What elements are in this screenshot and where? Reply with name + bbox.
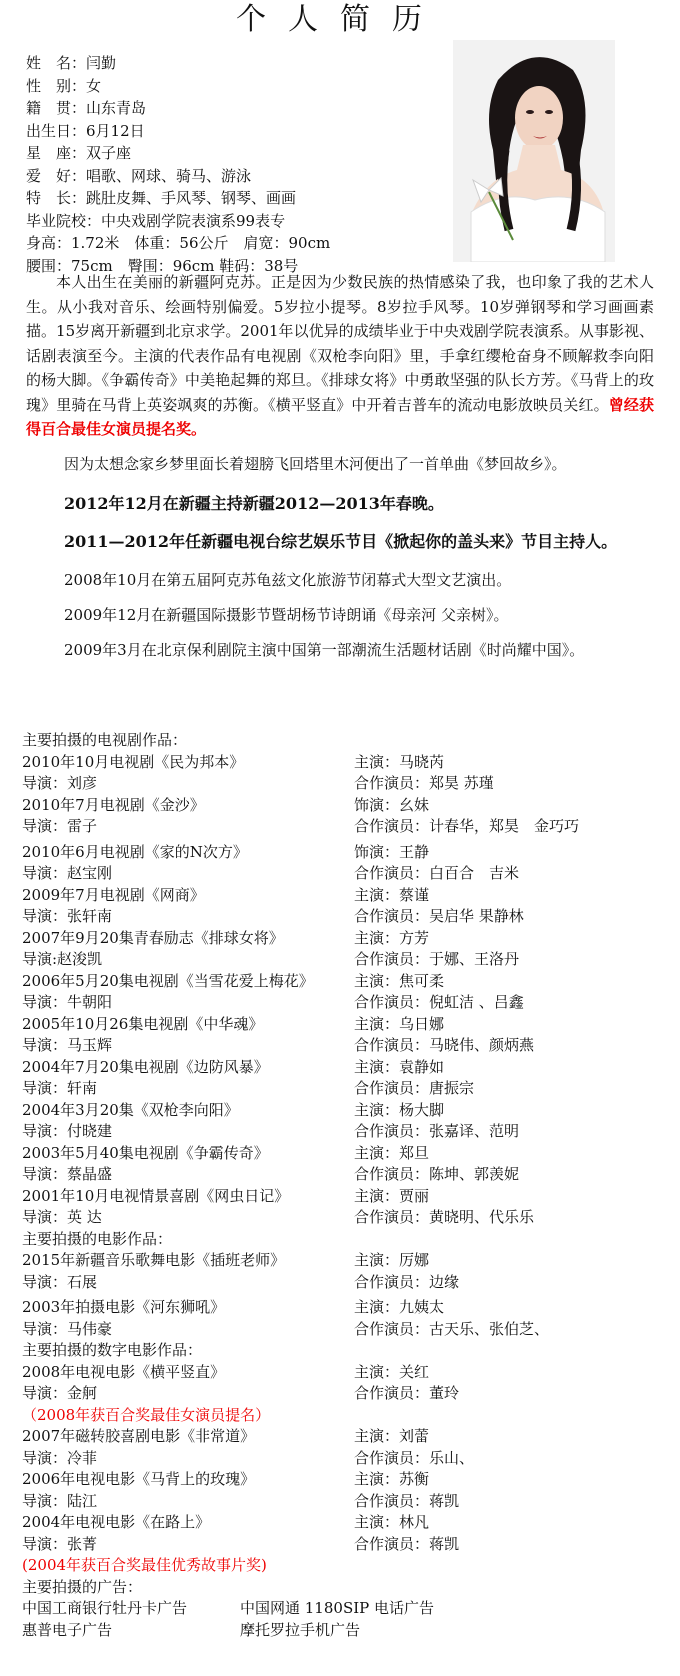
info-value: 山东青岛	[86, 99, 147, 117]
biography-text: 本人出生在美丽的新疆阿克苏。正是因为少数民族的热情感染了我，也印象了我的艺术人生。从小我对音乐、绘画特别偏爱。5岁拉小提琴。8岁拉手风琴。10岁弹钢琴和学习画画素描。15岁离开新疆到北京求学。2001年以优异的成绩毕业于中央戏剧学院表演系。从事影视、话剧表演至今。主演的代表作品有电视剧《双枪李向阳》里，手拿红缨枪奋身不顾解救李向阳的杨大脚。《争霸传奇》中美艳起舞的郑旦。《排球女将》中勇敢坚强的队长方芳。《马背上的玫瑰》里骑在马背上英姿飒爽的苏衡。《横平竖直》中开着吉普车的流动电影放映员关红。	[26, 273, 654, 414]
section-heading	[22, 1229, 662, 1251]
work-row	[22, 816, 662, 838]
work-right: 主演：蔡谨	[354, 885, 430, 904]
work-left: 主要拍摄的电视剧作品：	[22, 731, 188, 749]
work-left: 主要拍摄的电影作品：	[22, 1229, 173, 1248]
work-right: 主演：刘蕾	[354, 1427, 430, 1445]
section-heading	[22, 1577, 662, 1599]
work-row	[22, 1143, 662, 1165]
work-row	[22, 1426, 662, 1448]
work-right: 合作演员：边缘	[354, 1272, 460, 1291]
work-right: 合作演员：倪虹洁 、吕鑫	[354, 993, 524, 1011]
info-row	[26, 52, 446, 75]
work-right: 主演：袁静如	[354, 1057, 445, 1076]
work-row	[22, 1491, 662, 1513]
work-left: 导演：轩南	[22, 1079, 98, 1097]
work-row	[22, 1512, 662, 1534]
info-label: 性 别：	[26, 76, 87, 95]
work-right: 主演：九姨太	[354, 1298, 445, 1316]
section-heading	[22, 1340, 662, 1362]
work-right: 合作演员：陈坤、郭羡妮	[354, 1165, 520, 1183]
work-row	[22, 1469, 662, 1491]
work-left: 主要拍摄的数字电影作品：	[22, 1341, 203, 1359]
info-value: 腰围：75cm 臀围：96cm 鞋码：38号	[26, 256, 299, 275]
activity-line: 2008年10月在第五届阿克苏龟兹文化旅游节闭幕式大型文艺演出。	[64, 571, 512, 589]
work-row	[22, 1272, 662, 1294]
award-note	[22, 1405, 662, 1427]
work-row	[22, 1319, 662, 1341]
work-left: 2010年10月电视剧《民为邦本》	[22, 752, 245, 771]
activity-line: 2009年3月在北京保利剧院主演中国第一部潮流生活题材话剧《时尚耀中国》。	[64, 641, 585, 659]
work-left: 2008年电视电影《横平竖直》	[22, 1362, 226, 1381]
work-left: 导演：付晓建	[22, 1122, 113, 1140]
portrait-image	[453, 40, 615, 262]
work-left: 2003年5月40集电视剧《争霸传奇》	[22, 1143, 269, 1162]
info-row	[26, 210, 446, 233]
work-right: 主演：乌日娜	[354, 1014, 445, 1033]
activity-line: 2011—2012年任新疆电视台综艺娱乐节目《掀起你的盖头来》节目主持人。	[64, 532, 618, 551]
work-right: 合作演员：古天乐、张伯芝、	[354, 1319, 550, 1338]
work-left: 导演：英 达	[22, 1208, 102, 1226]
work-left: 导演：张菁	[22, 1534, 98, 1553]
work-left: 2005年10月26集电视剧《中华魂》	[22, 1014, 264, 1033]
work-right: 合作演员：黄晓明、代乐乐	[354, 1208, 535, 1226]
work-left: 导演：赵宝刚	[22, 864, 113, 882]
work-left: 2015年新疆音乐歌舞电影《插班老师》	[22, 1251, 286, 1269]
work-row	[22, 842, 662, 864]
work-row	[22, 1186, 662, 1208]
work-row	[22, 1121, 662, 1143]
work-right: 主演：杨大脚	[354, 1100, 445, 1119]
work-right: 合作演员：蒋凯	[354, 1534, 460, 1553]
work-left: 导演：陆江	[22, 1491, 98, 1510]
work-left: 导演：雷子	[22, 817, 98, 835]
work-row	[22, 1035, 662, 1057]
work-left: 2009年7月电视剧《网商》	[22, 885, 205, 904]
work-right: 合作演员：董玲	[354, 1384, 460, 1402]
work-left: (2004年获百合奖最佳优秀故事片奖)	[22, 1556, 267, 1574]
info-row	[26, 75, 446, 98]
info-value: 中央戏剧学院表演系99表专	[101, 211, 286, 230]
info-row	[26, 142, 446, 165]
info-row	[26, 120, 446, 143]
work-right: 合作演员：张嘉译、范明	[354, 1122, 520, 1140]
info-label: 毕业院校：	[26, 211, 102, 230]
info-value: 唱歌、网球、骑马、游泳	[86, 166, 252, 185]
info-label: 特 长：	[26, 189, 87, 207]
work-row	[22, 1362, 662, 1384]
info-label: 姓 名：	[26, 54, 87, 72]
info-label: 爱 好：	[26, 166, 87, 185]
work-right: 合作演员：郑昊 苏瑾	[354, 774, 494, 792]
work-left: 2007年9月20集青春励志《排球女将》	[22, 928, 284, 947]
work-left: 2004年3月20集《双枪李向阳》	[22, 1100, 239, 1119]
work-right: 中国网通 1180SIP 电话广告	[240, 1599, 435, 1617]
info-row	[26, 97, 446, 120]
award-highlight: 曾经获得百合最佳女演员提名奖。	[26, 395, 654, 438]
work-right: 主演：方芳	[354, 928, 430, 947]
work-row	[22, 1620, 662, 1642]
work-right: 合作演员：蒋凯	[354, 1491, 460, 1510]
work-left: 2007年磁转胶喜剧电影《非常道》	[22, 1427, 256, 1445]
work-right: 饰演：王静	[354, 842, 430, 861]
work-right: 主演：厉娜	[354, 1251, 430, 1269]
work-left: 2010年6月电视剧《家的N次方》	[22, 842, 248, 861]
work-right: 主演：马晓芮	[354, 752, 445, 771]
info-label: 出生日：	[26, 121, 87, 140]
info-value: 6月12日	[86, 121, 145, 140]
info-row	[26, 165, 446, 188]
biography-paragraph	[26, 270, 654, 442]
work-row	[22, 752, 662, 774]
info-value: 身高：1.72米 体重：56公斤 肩宽：90cm	[26, 234, 331, 252]
works-list	[22, 730, 662, 1641]
work-left: 导演：张轩南	[22, 907, 113, 925]
work-row	[22, 1207, 662, 1229]
profile-photo	[453, 40, 615, 262]
work-left: 导演:赵浚凯	[22, 950, 103, 968]
work-left: 导演：冷菲	[22, 1448, 98, 1467]
work-row	[22, 1014, 662, 1036]
work-left: 2003年拍摄电影《河东狮吼》	[22, 1298, 226, 1316]
work-row	[22, 1534, 662, 1556]
info-value: 女	[86, 76, 102, 95]
work-row	[22, 885, 662, 907]
activity-line: 因为太想念家乡梦里面长着翅膀飞回塔里木河便出了一首单曲《梦回故乡》。	[64, 455, 567, 473]
work-row	[22, 1100, 662, 1122]
page-title: 个人简历	[236, 2, 444, 37]
work-left: 2006年电视电影《马背上的玫瑰》	[22, 1470, 256, 1488]
work-left: 2006年5月20集电视剧《当雪花爱上梅花》	[22, 971, 314, 990]
work-right: 主演：郑旦	[354, 1143, 430, 1162]
work-right: 合作演员：吴启华 果静林	[354, 907, 524, 925]
work-right: 合作演员：白百合 吉米	[354, 864, 520, 882]
work-left: 导演：石展	[22, 1272, 98, 1291]
work-left: 中国工商银行牡丹卡广告	[22, 1599, 188, 1617]
work-row	[22, 949, 662, 971]
work-row	[22, 1598, 662, 1620]
info-label: 星 座：	[26, 144, 87, 162]
work-row	[22, 1078, 662, 1100]
work-right: 摩托罗拉手机广告	[240, 1620, 361, 1639]
work-left: 2010年7月电视剧《金沙》	[22, 795, 205, 814]
work-right: 合作演员：乐山、	[354, 1448, 475, 1467]
work-left: 导演：蔡晶盛	[22, 1165, 113, 1183]
work-left: 导演：刘彦	[22, 774, 98, 792]
work-row	[22, 1448, 662, 1470]
info-row	[26, 232, 446, 255]
work-left: 惠普电子广告	[22, 1620, 113, 1639]
work-row	[22, 773, 662, 795]
info-value: 跳肚皮舞、手风琴、钢琴、画画	[86, 189, 297, 207]
work-left: （2008年获百合奖最佳女演员提名）	[22, 1405, 271, 1424]
work-row	[22, 1250, 662, 1272]
work-left: 2001年10月电视情景喜剧《网虫日记》	[22, 1186, 290, 1205]
personal-info	[26, 52, 446, 277]
work-row	[22, 906, 662, 928]
info-row	[26, 187, 446, 210]
work-left: 导演：牛朝阳	[22, 993, 113, 1011]
work-right: 合作演员：计春华，郑昊 金巧巧	[354, 817, 580, 835]
work-row	[22, 971, 662, 993]
section-heading	[22, 730, 662, 752]
work-row	[22, 863, 662, 885]
activity-line: 2009年12月在新疆国际摄影节暨胡杨节诗朗诵《母亲河 父亲树》。	[64, 606, 509, 624]
work-right: 饰演：幺妹	[354, 795, 430, 814]
work-row	[22, 992, 662, 1014]
work-left: 导演：马伟豪	[22, 1319, 113, 1338]
work-right: 合作演员：马晓伟、颜炳燕	[354, 1036, 535, 1054]
work-right: 合作演员：唐振宗	[354, 1079, 475, 1097]
work-row	[22, 928, 662, 950]
work-left: 导演：马玉辉	[22, 1036, 113, 1054]
info-value: 双子座	[86, 144, 132, 162]
work-right: 合作演员：于娜、王洛丹	[354, 950, 520, 968]
award-note	[22, 1555, 662, 1577]
work-row	[22, 1057, 662, 1079]
work-left: 2004年7月20集电视剧《边防风暴》	[22, 1057, 269, 1076]
work-row	[22, 795, 662, 817]
work-right: 主演：焦可柔	[354, 971, 445, 990]
activity-line: 2012年12月在新疆主持新疆2012—2013年春晚。	[64, 494, 444, 513]
work-right: 主演：苏衡	[354, 1470, 430, 1488]
work-row	[22, 1164, 662, 1186]
work-left: 导演：金舸	[22, 1384, 98, 1402]
info-value: 闫勤	[86, 54, 117, 72]
work-row	[22, 1297, 662, 1319]
work-left: 主要拍摄的广告：	[22, 1577, 143, 1596]
work-right: 主演：关红	[354, 1362, 430, 1381]
work-right: 主演：贾丽	[354, 1186, 430, 1205]
work-left: 2004年电视电影《在路上》	[22, 1513, 211, 1531]
info-label: 籍 贯：	[26, 99, 87, 117]
work-row	[22, 1383, 662, 1405]
work-right: 主演：林凡	[354, 1513, 430, 1531]
